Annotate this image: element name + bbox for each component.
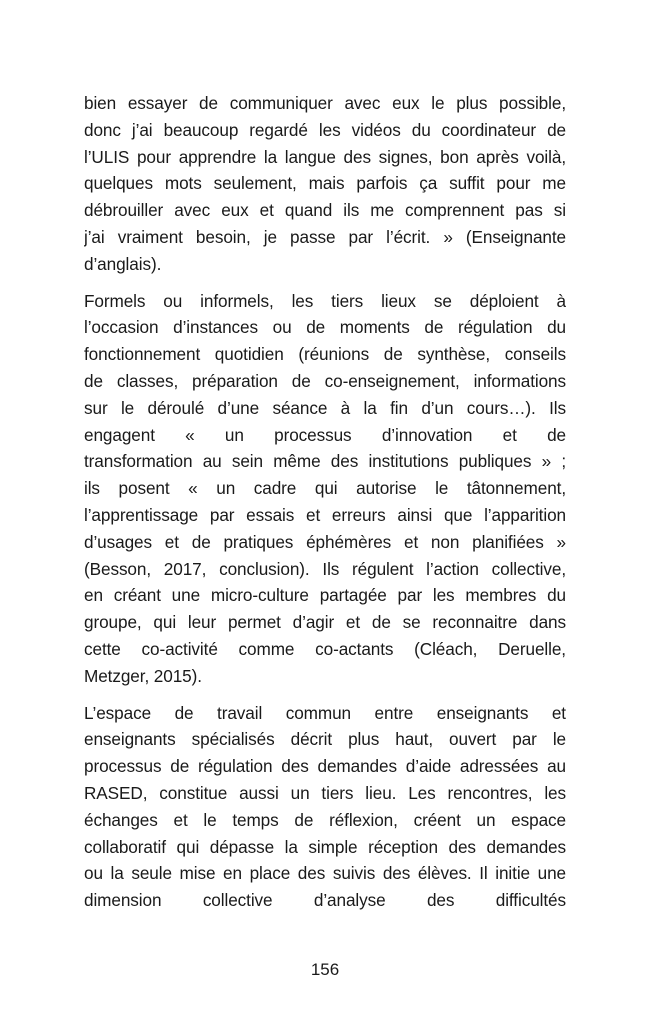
text-line: sur le déroulé d’une séance à la fin d’un cours…). Ils: [84, 397, 566, 418]
text-line: en créant une micro-culture partagée par les membres du: [84, 585, 566, 606]
text-line: Formels ou informels, les tiers lieux se déploient à: [84, 290, 566, 311]
text-line: transformation au sein même des institutions publiques » ;: [84, 451, 566, 472]
text-line: dimension collective d’analyse des difficultés: [84, 890, 566, 911]
text-line: processus de régulation des demandes d’aide adressées au: [84, 756, 566, 777]
text-line: Metzger, 2015).: [84, 665, 202, 686]
text-line: échanges et le temps de réflexion, créent un espace: [84, 809, 566, 830]
text-line: enseignants spécialisés décrit plus haut, ouvert par le: [84, 729, 566, 750]
text-line: donc j’ai beaucoup regardé les vidéos du coordinateur de: [84, 119, 566, 140]
text-line: collaboratif qui dépasse la simple réception des demandes: [84, 836, 566, 857]
text-line: j’ai vraiment besoin, je passe par l’écrit. » (Enseignante: [84, 226, 566, 247]
text-line: l’ULIS pour apprendre la langue des signes, bon après voilà,: [84, 146, 566, 167]
page-number: 156: [310, 960, 340, 979]
text-line: fonctionnement quotidien (réunions de synthèse, conseils: [84, 344, 566, 365]
text-line: groupe, qui leur permet d’agir et de se reconnaitre dans: [84, 612, 566, 633]
text-line: l’occasion d’instances ou de moments de régulation du: [84, 317, 566, 338]
text-line: d’anglais).: [84, 253, 162, 274]
text-line: RASED, constitue aussi un tiers lieu. Les rencontres, les: [84, 782, 566, 803]
text-line: débrouiller avec eux et quand ils me comprennent pas si: [84, 200, 566, 221]
text-line: ils posent « un cadre qui autorise le tâtonnement,: [84, 478, 566, 499]
paragraph-espace-commun: [84, 700, 566, 914]
text-line: engagent « un processus d’innovation et de: [84, 424, 566, 445]
text-line: de classes, préparation de co-enseignement, informations: [84, 370, 566, 391]
text-line: (Besson, 2017, conclusion). Ils régulent l’action collective,: [84, 558, 566, 579]
paragraph-quote-end: [84, 90, 566, 278]
paragraph-tiers-lieux: [84, 288, 566, 690]
text-line: ou la seule mise en place des suivis des élèves. Il initie une: [84, 863, 566, 884]
page-body: [84, 90, 566, 924]
text-line: l’apprentissage par essais et erreurs ainsi que l’apparition: [84, 504, 566, 525]
text-line: quelques mots seulement, mais parfois ça suffit pour me: [84, 173, 566, 194]
text-line: bien essayer de communiquer avec eux le plus possible,: [84, 93, 566, 113]
text-line: d’usages et de pratiques éphémères et non planifiées »: [84, 531, 566, 552]
text-line: cette co-activité comme co-actants (Cléach, Deruelle,: [84, 638, 566, 659]
text-line: L’espace de travail commun entre enseignants et: [84, 702, 566, 723]
